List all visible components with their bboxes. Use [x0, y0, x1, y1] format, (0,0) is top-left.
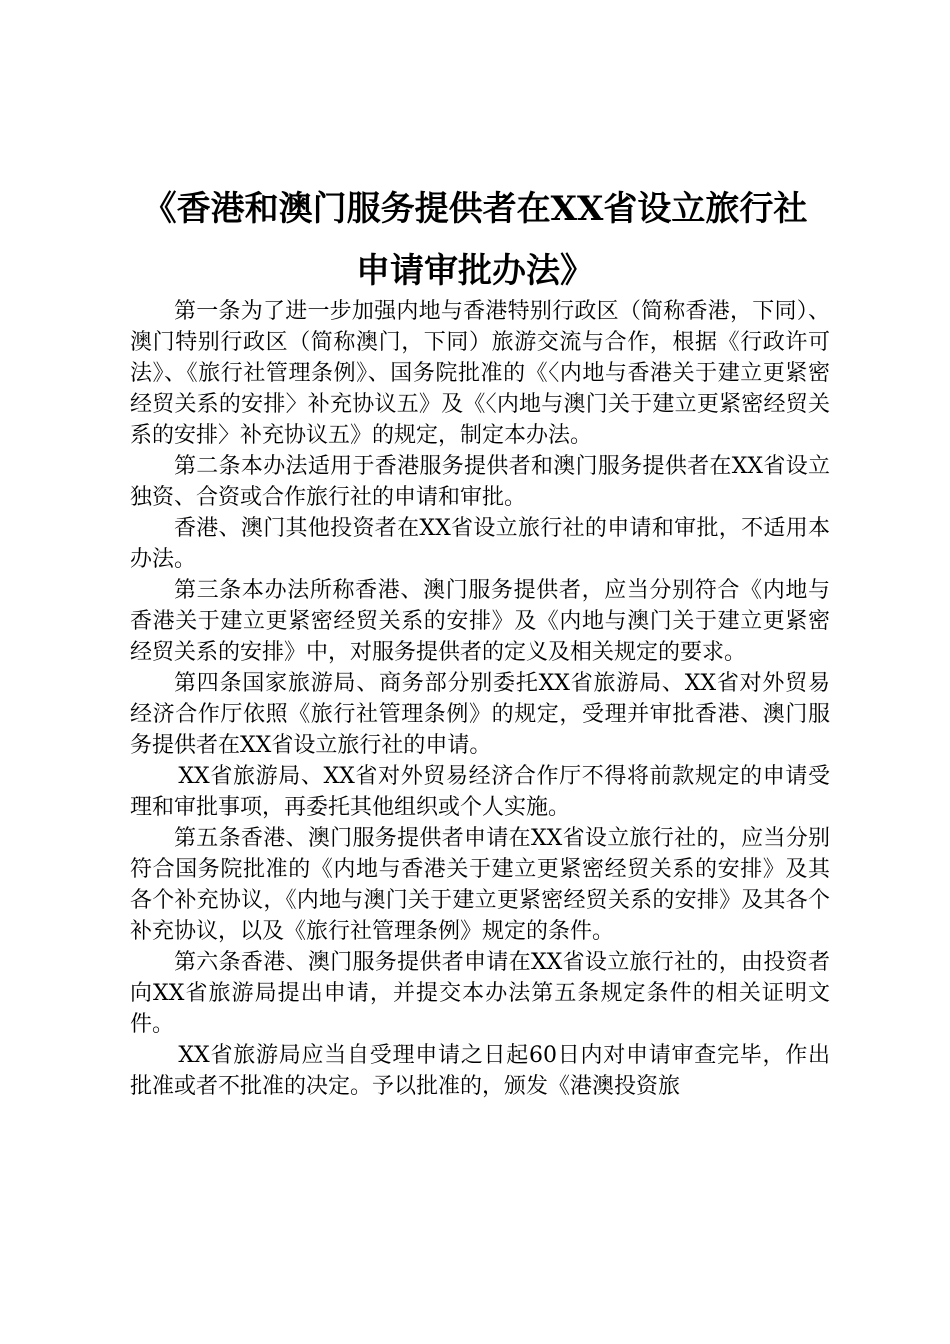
paragraph-article-4: 第四条国家旅游局、商务部分别委托XX省旅游局、XX省对外贸易经济合作厅依照《旅行社管理条例》的规定，受理并审批香港、澳门服务提供者在XX省设立旅行社的申请。 [130, 671, 830, 758]
paragraph-article-6: 第六条香港、澳门服务提供者申请在XX省设立旅行社的，由投资者向XX省旅游局提出申请，并提交本办法第五条规定条件的相关证明文件。 [130, 950, 830, 1037]
document-title-line-2: 申请审批办法》 [356, 251, 594, 291]
paragraph-article-1: 第一条为了进一步加强内地与香港特别行政区（简称香港，下同）、澳门特别行政区（简称澳门，下同）旅游交流与合作，根据《行政许可法》、《旅行社管理条例》、国务院批准的《〈内地与香港关于建立更紧密经贸关系的安排〉补充协议五》及《〈内地与澳门关于建立更紧密经贸关系的安排〉补充协议五》的规定，制定本办法。 [130, 299, 830, 448]
paragraph-article-6-note: XX省旅游局应当自受理申请之日起60日内对申请审查完毕，作出批准或者不批准的决定。予以批准的，颁发《港澳投资旅 [130, 1043, 830, 1099]
paragraph-article-4-note: XX省旅游局、XX省对外贸易经济合作厅不得将前款规定的申请受理和审批事项，再委托其他组织或个人实施。 [130, 764, 830, 820]
paragraph-article-2: 第二条本办法适用于香港服务提供者和澳门服务提供者在XX省设立独资、合资或合作旅行社的申请和审批。 [130, 454, 830, 510]
paragraph-article-5: 第五条香港、澳门服务提供者申请在XX省设立旅行社的，应当分别符合国务院批准的《内地与香港关于建立更紧密经贸关系的安排》及其各个补充协议，《内地与澳门关于建立更紧密经贸关系的安排》及其各个补充协议，以及《旅行社管理条例》规定的条件。 [130, 826, 830, 944]
document-title-line-1: 《香港和澳门服务提供者在XX省设立旅行社 [142, 189, 808, 229]
document-body [130, 296, 830, 1102]
paragraph-article-3: 第三条本办法所称香港、澳门服务提供者，应当分别符合《内地与香港关于建立更紧密经贸关系的安排》及《内地与澳门关于建立更紧密经贸关系的安排》中，对服务提供者的定义及相关规定的要求。 [130, 578, 830, 665]
paragraph-article-2-note: 香港、澳门其他投资者在XX省设立旅行社的申请和审批，不适用本办法。 [130, 516, 830, 572]
